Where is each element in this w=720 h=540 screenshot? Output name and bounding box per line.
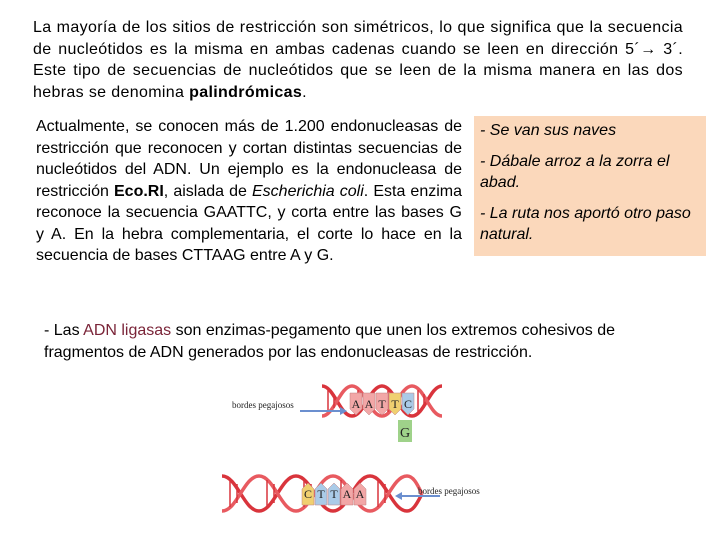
base-letter: A [342,487,352,501]
ecori-text-2: , aislada de [163,182,252,200]
base-letter: C [303,487,313,501]
bottom-sticky-bases [302,483,366,505]
sticky-ends-label-bottom: bordes pegajosos [418,486,480,496]
ligase-paragraph [44,320,684,363]
intro-period: . [302,83,307,101]
palindrome-example: - La ruta nos aportó otro paso natural. [480,205,691,243]
ligase-text: son enzimas-pegamento que unen los extremos cohesivos de fragmentos de ADN generados por las endonucleasas de restricción. [44,322,615,361]
ligase-prefix: - Las [44,322,84,339]
palindrome-example: - Se van sus naves [480,122,617,139]
ecori-text-3: . Esta enzima reconoce la secuencia GAATTC, y corta entre las bases G y A. En la hebra complementaria, el corte lo hace en la secuencia de bases CTTAAG entre A y G. [36,182,463,264]
intro-text: La mayoría de los sitios de restricción son simétricos, lo que significa que la secuencia de nucleótidos es la misma en ambas cadenas cuando se leen en dirección 5´→ 3´. Este tipo de secuencias de nucleótidos que se leen de la misma manera en las dos hebras se denomina [33,19,683,101]
base-letter: A [351,397,361,411]
base-letter: C [403,397,413,411]
ecori-text-1: Actualmente, se conocen más de 1.200 endonucleasas de restricción que reconocen y cortan distintas secuencias de nucleótidos del ADN. Un ejemplo es la endonucleasa de restricción [36,118,462,200]
base-g [398,420,412,442]
palindrome-example: - Dábale arroz a la zorra el abad. [480,153,670,191]
base-letter: A [364,397,374,411]
organism-name: Escherichia coli [252,182,364,200]
ecori-paragraph [36,116,462,267]
base-letter: T [330,487,338,501]
ligase-term: ADN ligasas [83,322,172,339]
intro-paragraph [33,17,683,103]
sticky-ends-label-top: bordes pegajosos [232,400,294,410]
base-letter: T [317,487,325,501]
arrow-bottom-head-icon [395,492,402,500]
base-letter: T [378,397,386,411]
top-sticky-bases [350,393,414,415]
base-letter: T [391,397,399,411]
base-g-label: G [399,426,411,441]
enzyme-name: Eco.RI [114,182,164,200]
palindrome-examples-box [474,116,706,256]
dna-sticky-ends-figure [222,376,542,526]
palindromic-term: palindrómicas [189,83,303,101]
base-letter: A [355,487,365,501]
